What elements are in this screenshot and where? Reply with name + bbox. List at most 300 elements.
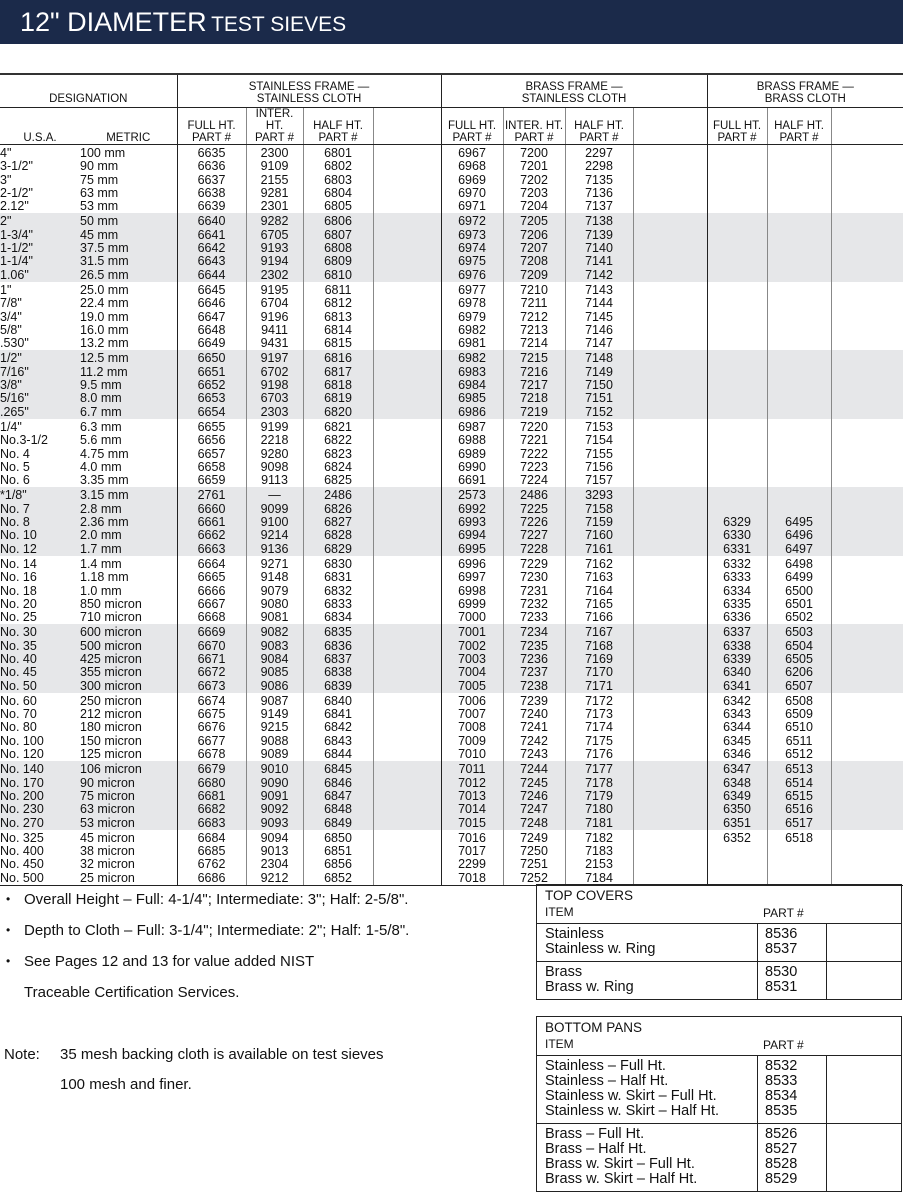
ss-inter-cell: 6705 [246, 229, 303, 242]
bs-half-cell: 7174 [565, 721, 633, 734]
blank-cell [633, 543, 707, 556]
table-row [0, 242, 903, 255]
bs-half-cell: 7178 [565, 777, 633, 790]
blank-cell [373, 748, 441, 761]
ss-inter-cell: 9091 [246, 790, 303, 803]
item-name: Brass – Full Ht. [545, 1126, 645, 1142]
blank-cell [373, 461, 441, 474]
metric-cell: 4.0 mm [80, 460, 122, 474]
blank-cell [633, 461, 707, 474]
table-row [0, 213, 903, 228]
bs-full-cell: 7006 [441, 693, 503, 708]
bs-inter-cell: 7201 [503, 160, 565, 173]
blank-cell [831, 777, 903, 790]
ss-full-cell: 6666 [177, 585, 246, 598]
table-row [0, 543, 903, 556]
metric-cell: 180 micron [80, 721, 142, 735]
bb-full-cell: 6335 [707, 598, 767, 611]
page-title [20, 7, 346, 38]
bs-inter-cell: 7247 [503, 803, 565, 816]
bs-half-cell: 7147 [565, 337, 633, 350]
bb-full-cell: 6331 [707, 543, 767, 556]
blank-cell [633, 611, 707, 624]
ss-half-cell: 6808 [303, 242, 373, 255]
bs-inter-cell: 7246 [503, 790, 565, 803]
ss-full-cell: 6684 [177, 830, 246, 845]
bs-inter-cell: 7219 [503, 406, 565, 419]
part-number: 8526 [765, 1126, 798, 1142]
bs-inter-cell: 7215 [503, 350, 565, 365]
bs-half-cell: 7151 [565, 392, 633, 405]
blank-cell [373, 556, 441, 571]
table-row [0, 269, 903, 282]
bs-half-cell: 3293 [565, 487, 633, 502]
blank-cell [633, 845, 707, 858]
ss-half-cell: 6823 [303, 448, 373, 461]
bb-group-header [707, 75, 903, 108]
ss-full-cell: 6650 [177, 350, 246, 365]
blank-cell [633, 680, 707, 693]
bb-half-header: HALF HT. PART # [767, 108, 831, 145]
blank-cell [373, 337, 441, 350]
blank-cell [831, 516, 903, 529]
ss-full-cell: 6654 [177, 406, 246, 419]
blank-cell [373, 160, 441, 173]
blank-cell [831, 790, 903, 803]
ss-half-cell: 6848 [303, 803, 373, 816]
bb-full-cell: 6351 [707, 817, 767, 830]
item-name: Stainless w. Skirt – Full Ht. [545, 1088, 717, 1104]
metric-cell: 9.5 mm [80, 379, 177, 392]
ss-inter-cell: 9280 [246, 448, 303, 461]
blank-cell [633, 337, 707, 350]
usa-cell: No. 120 [0, 748, 44, 762]
blank-cell [373, 640, 441, 653]
bb-full-cell [707, 461, 767, 474]
bs-half-cell: 7148 [565, 350, 633, 365]
ss-full-cell: 6663 [177, 543, 246, 556]
blank-cell [831, 174, 903, 187]
ss-inter-cell: 9013 [246, 845, 303, 858]
bs-half-cell: 7171 [565, 680, 633, 693]
bs-full-cell: 7009 [441, 735, 503, 748]
bb-half-cell [767, 311, 831, 324]
ss-inter-cell: 9085 [246, 666, 303, 679]
bs-half-cell: 7167 [565, 624, 633, 639]
blank-cell [633, 474, 707, 487]
blank-cell [373, 598, 441, 611]
table-row [0, 406, 903, 419]
bs-half-cell: 7163 [565, 571, 633, 584]
bs-half-cell: 7144 [565, 297, 633, 310]
blank-cell [831, 461, 903, 474]
bs-full-cell: 6997 [441, 571, 503, 584]
bs-half-cell: 7154 [565, 434, 633, 447]
ss-full-cell: 6668 [177, 611, 246, 624]
usa-cell: 2-1/2" [0, 186, 33, 200]
bs-full-cell: 6994 [441, 529, 503, 542]
blank-cell [831, 503, 903, 516]
bs-half-cell: 7170 [565, 666, 633, 679]
blank-cell [373, 653, 441, 666]
bb-half-cell: 6503 [767, 624, 831, 639]
blank-cell [831, 845, 903, 858]
ss-full-cell: 6645 [177, 282, 246, 297]
note-label: Note: [4, 1046, 40, 1063]
bottom-pans-header [537, 1037, 901, 1056]
blank-cell [373, 350, 441, 365]
bs-full-cell: 7002 [441, 640, 503, 653]
bs-full-cell: 7003 [441, 653, 503, 666]
ss-full-cell: 6648 [177, 324, 246, 337]
metric-cell: 100 mm [80, 146, 126, 160]
bs-full-cell: 6986 [441, 406, 503, 419]
blank-cell [831, 693, 903, 708]
bs-half-cell: 7176 [565, 748, 633, 761]
bs-full-cell: 6985 [441, 392, 503, 405]
table-row [0, 817, 903, 830]
bb-full-cell: 6332 [707, 556, 767, 571]
ss-inter-cell: 9136 [246, 543, 303, 556]
ss-inter-cell: 9099 [246, 503, 303, 516]
blank-cell [373, 830, 441, 845]
ss-inter-cell: 2301 [246, 200, 303, 213]
blank-cell [831, 653, 903, 666]
blank-cell [633, 200, 707, 213]
bb-half-cell: 6499 [767, 571, 831, 584]
table-row [0, 624, 903, 639]
ss-half-cell: 6821 [303, 419, 373, 434]
bs-full-cell: 7010 [441, 748, 503, 761]
blank-cell [831, 830, 903, 845]
blank-cell [831, 448, 903, 461]
bb-full-cell: 6349 [707, 790, 767, 803]
bs-half-cell: 7162 [565, 556, 633, 571]
bb-full-cell [707, 255, 767, 268]
blank-cell [831, 487, 903, 502]
bb-full-cell: 6338 [707, 640, 767, 653]
blank-cell [633, 434, 707, 447]
bb-full-cell: 6336 [707, 611, 767, 624]
bs-full-cell: 6967 [441, 145, 503, 161]
ss-half-cell: 6847 [303, 790, 373, 803]
bs-full-cell: 6979 [441, 311, 503, 324]
bs-half-cell: 7180 [565, 803, 633, 816]
blank-cell [633, 748, 707, 761]
blank-cell [373, 680, 441, 693]
bs-inter-cell: 7218 [503, 392, 565, 405]
blank-cell [633, 255, 707, 268]
table-row [0, 585, 903, 598]
bb-half-cell [767, 255, 831, 268]
bs-half-cell: 7165 [565, 598, 633, 611]
bb-full-cell [707, 434, 767, 447]
blank-cell [633, 721, 707, 734]
metric-cell: 11.2 mm [80, 366, 177, 379]
ss-inter-cell: 9088 [246, 735, 303, 748]
ss-inter-cell: 9197 [246, 350, 303, 365]
table-row [0, 337, 903, 350]
bs-full-cell: 7012 [441, 777, 503, 790]
ss-inter-cell: 9080 [246, 598, 303, 611]
bb-half-cell [767, 392, 831, 405]
blank-cell [831, 379, 903, 392]
bb-half-cell: 6518 [767, 830, 831, 845]
metric-cell: 150 micron [80, 734, 142, 748]
usa-cell: No. 45 [0, 666, 80, 679]
bb-full-cell [707, 297, 767, 310]
note-depth-to-cloth: • Depth to Cloth – Full: 3-1/4"; Intermediate: 2"; Half: 1-5/8". [6, 915, 506, 946]
blank-cell [373, 174, 441, 187]
metric-cell: 8.0 mm [80, 392, 177, 405]
bs-full-cell: 6983 [441, 366, 503, 379]
usa-cell: No. 450 [0, 858, 44, 872]
usa-cell: No. 18 [0, 584, 37, 598]
bb-half-cell [767, 213, 831, 228]
usa-cell: 2.12" [0, 200, 29, 214]
blank-cell [373, 817, 441, 830]
usa-header: U.S.A. [0, 108, 80, 145]
ss-half-cell: 6844 [303, 748, 373, 761]
table-row [0, 297, 903, 310]
bs-inter-cell: 7229 [503, 556, 565, 571]
ss-full-cell: 6682 [177, 803, 246, 816]
blank-cell [633, 419, 707, 434]
bs-inter-cell: 7223 [503, 461, 565, 474]
metric-cell: 26.5 mm [80, 269, 177, 282]
usa-cell: 7/8" [0, 297, 22, 311]
bs-full-cell: 6978 [441, 297, 503, 310]
bs-half-cell: 7160 [565, 529, 633, 542]
bs-inter-cell: 7235 [503, 640, 565, 653]
bs-inter-cell: 7208 [503, 255, 565, 268]
bs-half-cell: 2297 [565, 145, 633, 161]
top-covers-header [537, 905, 901, 924]
bs-full-cell: 6977 [441, 282, 503, 297]
bs-full-cell: 6987 [441, 419, 503, 434]
bs-inter-cell: 7243 [503, 748, 565, 761]
usa-cell: No. 12 [0, 543, 80, 556]
bottom-pans-title: BOTTOM PANS [545, 1020, 643, 1035]
bb-full-cell [707, 419, 767, 434]
blank-cell [373, 242, 441, 255]
metric-cell: 600 micron [80, 624, 177, 639]
blank-cell [373, 790, 441, 803]
bs-full-cell: 6975 [441, 255, 503, 268]
bb-full-cell: 6342 [707, 693, 767, 708]
ss-half-cell: 6819 [303, 392, 373, 405]
ss-full-cell: 6638 [177, 187, 246, 200]
bs-half-cell: 7168 [565, 640, 633, 653]
bb-half-cell: 6514 [767, 777, 831, 790]
blank-cell [831, 585, 903, 598]
ss-half-cell: 6802 [303, 160, 373, 173]
metric-cell: 53 micron [80, 817, 177, 830]
blank-cell [831, 858, 903, 871]
usa-cell: No. 500 [0, 872, 80, 886]
bb-full-cell [707, 282, 767, 297]
bb-half-cell [767, 200, 831, 213]
usa-cell: 3" [0, 173, 12, 187]
blank-cell [831, 803, 903, 816]
bs-inter-cell: 7212 [503, 311, 565, 324]
blank-cell [831, 666, 903, 679]
bb-full-cell [707, 858, 767, 871]
table-row [0, 708, 903, 721]
part-number: 8534 [765, 1088, 798, 1104]
metric-cell: 710 micron [80, 611, 142, 625]
blank-cell [373, 379, 441, 392]
table-row [0, 187, 903, 200]
bs-half-cell: 7141 [565, 255, 633, 268]
bs-inter-cell: 7203 [503, 187, 565, 200]
metric-cell: 16.0 mm [80, 323, 129, 337]
ss-half-cell: 6845 [303, 761, 373, 776]
top-covers-row [537, 927, 901, 942]
ss-half-cell: 6842 [303, 721, 373, 734]
top-covers-row [537, 965, 901, 980]
bs-full-cell: 7000 [441, 611, 503, 624]
ss-full-cell: 6672 [177, 666, 246, 679]
bs-full-cell: 6974 [441, 242, 503, 255]
blank-cell [373, 803, 441, 816]
blank-cell [831, 598, 903, 611]
blank-cell [831, 735, 903, 748]
ss-full-cell: 6655 [177, 419, 246, 434]
metric-cell: 22.4 mm [80, 297, 129, 311]
bs-half-cell: 7173 [565, 708, 633, 721]
blank-cell [373, 735, 441, 748]
table-row [0, 666, 903, 679]
bb-full-cell: 6352 [707, 830, 767, 845]
table-row [0, 160, 903, 173]
part-number: 8529 [765, 1171, 798, 1187]
ss-full-cell: 6644 [177, 269, 246, 282]
bs-inter-cell: 7248 [503, 817, 565, 830]
bb-full-cell: 6347 [707, 761, 767, 776]
usa-cell: No. 25 [0, 611, 37, 625]
blank-cell [373, 392, 441, 405]
bottom-pans-row [537, 1104, 901, 1119]
table-row [0, 529, 903, 542]
blank-cell [831, 817, 903, 830]
ss-full-cell: 6642 [177, 242, 246, 255]
bs-inter-cell: 7214 [503, 337, 565, 350]
ss-half-cell: 6833 [303, 598, 373, 611]
blank-cell [831, 680, 903, 693]
ss-half-cell: 6803 [303, 174, 373, 187]
bb-full-cell: 6330 [707, 529, 767, 542]
ss-inter-cell: 9281 [246, 187, 303, 200]
ss-half-cell: 6807 [303, 229, 373, 242]
ss-full-cell: 6662 [177, 529, 246, 542]
table-row [0, 653, 903, 666]
bs-inter-cell: 7225 [503, 503, 565, 516]
metric-cell: 32 micron [80, 858, 135, 872]
bs-full-cell: 6970 [441, 187, 503, 200]
bs-half-header: HALF HT. PART # [565, 108, 633, 145]
bs-inter-cell: 7252 [503, 872, 565, 886]
ss-inter-header: INTER. HT. PART # [246, 108, 303, 145]
bb-half-cell: 6509 [767, 708, 831, 721]
ss-full-cell: 6649 [177, 337, 246, 350]
ss-full-cell: 6674 [177, 693, 246, 708]
bs-inter-cell: 7220 [503, 419, 565, 434]
blank-cell [633, 269, 707, 282]
bs-half-cell: 7166 [565, 611, 633, 624]
ss-inter-cell: 9098 [246, 461, 303, 474]
bs-full-cell: 7013 [441, 790, 503, 803]
usa-cell: 1-1/2" [0, 242, 80, 255]
bs-group-line1: BRASS FRAME — [525, 81, 623, 93]
ss-half-cell: 6856 [303, 858, 373, 871]
ss-half-cell: 6812 [303, 297, 373, 310]
metric-cell: 4.75 mm [80, 447, 129, 461]
bb-half-cell [767, 174, 831, 187]
ss-half-cell: 6806 [303, 213, 373, 228]
usa-cell: No. 7 [0, 503, 80, 516]
bs-inter-cell: 7227 [503, 529, 565, 542]
ss-inter-cell: 9092 [246, 803, 303, 816]
bs-inter-cell: 7244 [503, 761, 565, 776]
ss-half-cell: 6820 [303, 406, 373, 419]
bs-full-cell: 7007 [441, 708, 503, 721]
bb-full-cell [707, 474, 767, 487]
bs-inter-cell: 7211 [503, 297, 565, 310]
sieve-table-body [0, 145, 903, 886]
ss-full-cell: 6656 [177, 434, 246, 447]
bottom-pans-item-label: ITEM [545, 1037, 574, 1051]
ss-full-cell: 6671 [177, 653, 246, 666]
blank-cell [373, 503, 441, 516]
blank-cell [633, 297, 707, 310]
ss-full-cell: 6657 [177, 448, 246, 461]
bs-inter-cell: 7207 [503, 242, 565, 255]
ss-full-cell: 2761 [177, 487, 246, 502]
usa-cell: 3/4" [0, 310, 22, 324]
ss-half-cell: 6852 [303, 872, 373, 886]
usa-cell: No. 40 [0, 653, 80, 666]
usa-cell: 7/16" [0, 366, 80, 379]
note-overall-height: • Overall Height – Full: 4-1/4"; Intermediate: 3"; Half: 2-5/8". [6, 884, 506, 915]
bb-half-cell [767, 337, 831, 350]
table-row [0, 311, 903, 324]
ss-inter-cell: 9093 [246, 817, 303, 830]
bs-full-cell: 7017 [441, 845, 503, 858]
designation-header: DESIGNATION [0, 75, 177, 108]
blank-cell [633, 311, 707, 324]
blank-cell [633, 571, 707, 584]
usa-cell: 1.06" [0, 269, 80, 282]
usa-cell: No. 20 [0, 597, 37, 611]
bb-half-cell: 6502 [767, 611, 831, 624]
bb-full-cell: 6329 [707, 516, 767, 529]
metric-cell: 425 micron [80, 653, 177, 666]
bb-group-line2: BRASS CLOTH [764, 93, 846, 105]
bottom-pans-row [537, 1127, 901, 1142]
bs-half-cell: 7139 [565, 229, 633, 242]
bs-inter-cell: 7210 [503, 282, 565, 297]
bottom-pans-row [537, 1172, 901, 1187]
metric-cell: 25 micron [80, 872, 177, 886]
bb-full-cell [707, 229, 767, 242]
ss-full-cell: 6639 [177, 200, 246, 213]
bb-half-cell [767, 242, 831, 255]
ss-half-cell: 6818 [303, 379, 373, 392]
bs-full-cell: 6998 [441, 585, 503, 598]
blank-cell [373, 269, 441, 282]
bs-half-cell: 7164 [565, 585, 633, 598]
